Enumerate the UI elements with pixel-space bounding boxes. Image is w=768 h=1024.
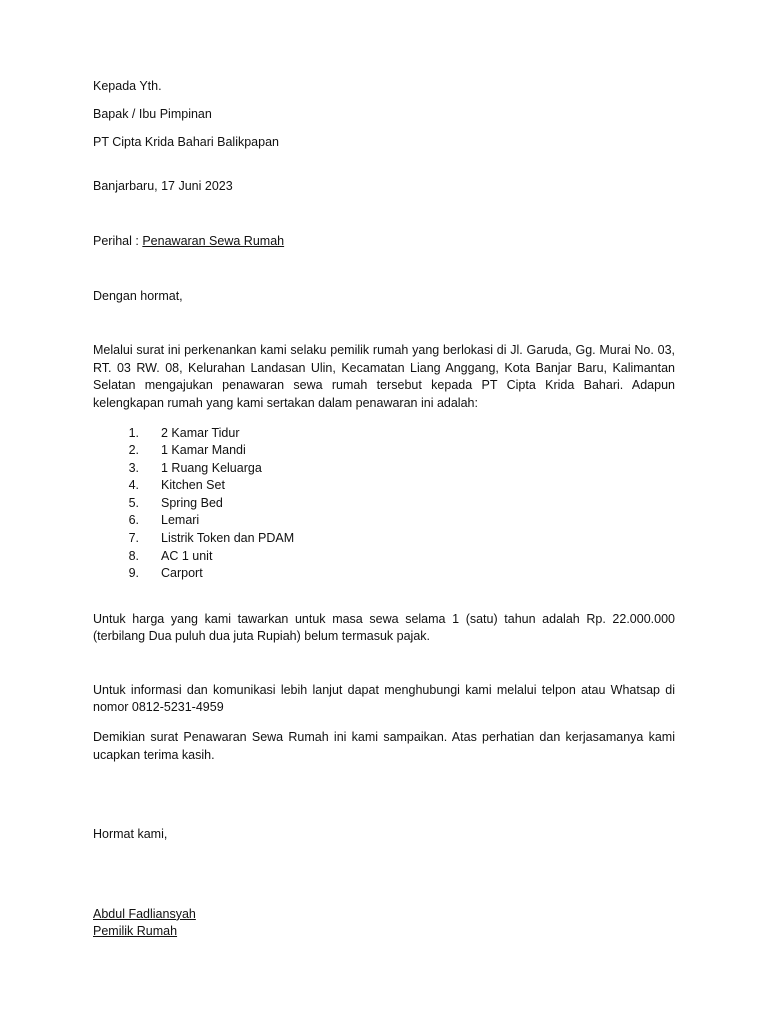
contact-paragraph: Untuk informasi dan komunikasi lebih lanjut dapat menghubungi kami melalui telpon atau Whatsap di nomor 0812-5231-4959 [93, 682, 675, 715]
list-item-number: 7. [128, 531, 139, 546]
list-item-gap [139, 548, 161, 566]
list-item [93, 530, 675, 548]
list-item-text: 1 Kamar Mandi [161, 443, 246, 458]
list-item-number: 5. [128, 495, 139, 510]
list-item [93, 425, 675, 443]
list-item-text: 2 Kamar Tidur [161, 425, 240, 440]
recipient-salutation: Kepada Yth. [93, 79, 162, 93]
closing-paragraph: Demikian surat Penawaran Sewa Rumah ini kami sampaikan. Atas perhatian dan kerjasamanya kami ucapkan terima kasih. [93, 730, 675, 762]
list-item [93, 442, 675, 460]
list-item-number: 4. [128, 478, 139, 493]
greeting: Dengan hormat, [93, 288, 183, 303]
subject-label: Perihal : [93, 234, 143, 248]
list-item-gap [139, 495, 161, 513]
list-item [93, 477, 675, 495]
intro-paragraph: Melalui surat ini perkenankan kami selaku pemilik rumah yang berlokasi di Jl. Garuda, Gg. Murai No. 03, RT. 03 RW. 08, Kelurahan Landasan Ulin, Kecamatan Liang Anggang, Kota Banjar Baru, Kalimantan Selatan mengajukan penawaran sewa rumah tersebut kepada PT Cipta Krida Bahari. Adapun kelengkapan rumah yang kami sertakan dalam penawaran ini adalah: [93, 343, 675, 410]
list-item-gap [139, 460, 161, 478]
list-item-number: 3. [128, 460, 139, 475]
list-item-text: Listrik Token dan PDAM [161, 531, 295, 546]
subject-line [93, 233, 675, 251]
list-item-gap [139, 442, 161, 460]
list-item-number: 8. [128, 548, 139, 563]
price-paragraph: Untuk harga yang kami tawarkan untuk masa sewa selama 1 (satu) tahun adalah Rp. 22.000.000 (terbilang Dua puluh dua juta Rupiah) belum termasuk pajak. [93, 611, 675, 644]
list-item-number: 1. [128, 425, 139, 440]
list-item-gap [139, 565, 161, 583]
list-item [93, 460, 675, 478]
list-item-text: 1 Ruang Keluarga [161, 460, 262, 475]
list-item [93, 495, 675, 513]
list-item-gap [139, 530, 161, 548]
letter-date: Banjarbaru, 17 Juni 2023 [93, 178, 233, 193]
recipient-name: Bapak / Ibu Pimpinan [93, 107, 212, 121]
list-item-text: AC 1 unit [161, 548, 213, 563]
signer-name: Abdul Fadliansyah [93, 906, 196, 921]
list-item-text: Kitchen Set [161, 478, 225, 493]
list-item-text: Lemari [161, 513, 200, 528]
signer-title: Pemilik Rumah [93, 924, 178, 939]
list-item [93, 512, 675, 530]
list-item [93, 548, 675, 566]
list-item-number: 2. [128, 443, 139, 458]
subject-value: Penawaran Sewa Rumah [142, 234, 285, 248]
list-item-number: 6. [128, 513, 139, 528]
regards-line: Hormat kami, [93, 827, 168, 842]
list-item-gap [139, 425, 161, 443]
list-item-number: 9. [128, 566, 139, 581]
recipient-company: PT Cipta Krida Bahari Balikpapan [93, 135, 279, 149]
letter-page [93, 78, 675, 941]
signature-block [93, 906, 675, 941]
amenities-list [93, 425, 675, 583]
list-item-text: Spring Bed [161, 495, 223, 510]
recipient-block [93, 78, 675, 152]
list-item [93, 565, 675, 583]
list-item-text: Carport [161, 566, 203, 581]
list-item-gap [139, 477, 161, 495]
list-item-gap [139, 512, 161, 530]
